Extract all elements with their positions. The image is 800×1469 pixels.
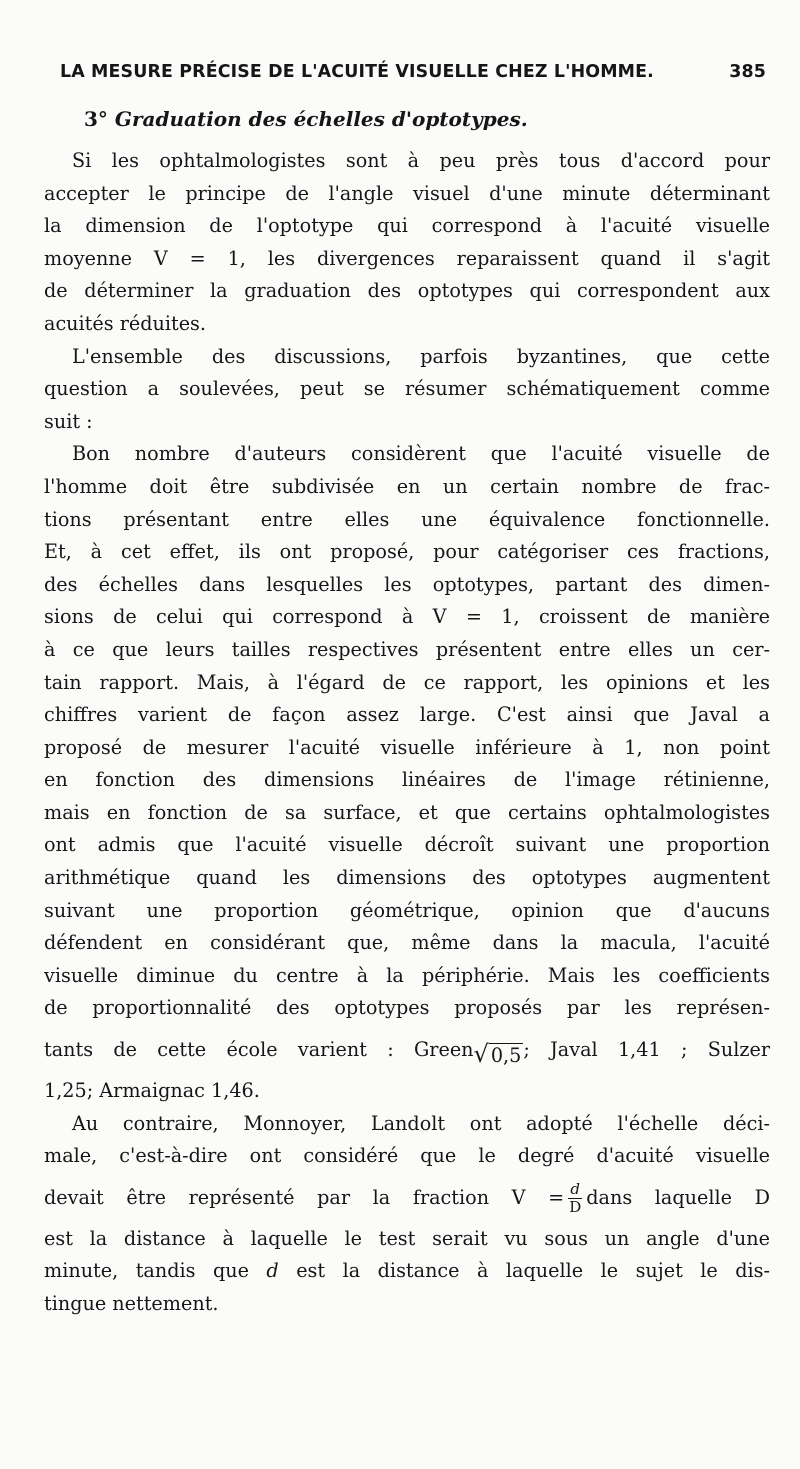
- text-line: moyenne V = 1, les divergences reparaissent quand il s'agit: [44, 246, 770, 270]
- text-line: Bon nombre d'auteurs considèrent que l'acuité visuelle de: [72, 442, 770, 466]
- text-line: L'ensemble des discussions, parfois byzantines, que cette: [72, 344, 770, 368]
- radicand: 0,5: [490, 1044, 522, 1068]
- section-number: 3°: [84, 107, 108, 131]
- square-root: [474, 1029, 524, 1081]
- body-text: [44, 145, 770, 1321]
- running-title: LA MESURE PRÉCISE DE L'ACUITÉ VISUELLE CHEZ L'HOMME.: [60, 62, 654, 82]
- text-line: défendent en considérant que, même dans la macula, l'acuité: [44, 931, 770, 955]
- text-segment: tants de cette école varient : Green: [44, 1038, 474, 1062]
- text-line: mais en fonction de sa surface, et que certains ophtalmologistes: [44, 800, 770, 824]
- text-line: l'homme doit être subdivisée en un certain nombre de frac-: [44, 474, 770, 498]
- page-number: 385: [729, 62, 766, 82]
- text-line: Au contraire, Monnoyer, Landolt ont adopté l'échelle déci-: [72, 1111, 770, 1135]
- text-line-with-variable: [44, 1255, 770, 1288]
- text-line: male, c'est-à-dire ont considéré que le degré d'acuité visuelle: [44, 1144, 770, 1168]
- text-line-with-root: [44, 1025, 770, 1075]
- italic-variable: d: [266, 1259, 279, 1283]
- section-heading: [84, 107, 528, 131]
- text-segment: minute, tandis que: [44, 1259, 249, 1283]
- text-line: sions de celui qui correspond à V = 1, croissent de manière: [44, 605, 770, 629]
- text-line: à ce que leurs tailles respectives présentent entre elles un cer-: [44, 637, 770, 661]
- text-line: question a soulevées, peut se résumer schématiquement comme: [44, 377, 770, 401]
- text-line: de proportionnalité des optotypes proposés par les représen-: [44, 996, 770, 1020]
- text-line: suit :: [44, 409, 93, 433]
- text-line: visuelle diminue du centre à la périphérie. Mais les coefficients: [44, 963, 770, 987]
- text-line: tain rapport. Mais, à l'égard de ce rapport, les opinions et les: [44, 670, 770, 694]
- text-segment: devait être représenté par la fraction V =: [44, 1185, 565, 1209]
- running-header: [60, 62, 766, 82]
- radical-sign: √: [473, 1040, 489, 1069]
- text-segment: est la distance à laquelle le sujet le dis-: [296, 1259, 770, 1283]
- text-line: tions présentant entre elles une équivalence fonctionnelle.: [44, 507, 770, 531]
- text-line: Et, à cet effet, ils ont proposé, pour catégoriser ces fractions,: [44, 540, 770, 564]
- text-line: acuités réduites.: [44, 311, 207, 335]
- fraction-denominator: D: [569, 1198, 582, 1217]
- text-line: tingue nettement.: [44, 1292, 219, 1315]
- text-segment: dans laquelle D: [586, 1185, 770, 1209]
- fraction-numerator: d: [570, 1180, 581, 1199]
- text-line: arithmétique quand les dimensions des optotypes augmentent: [44, 866, 770, 890]
- text-line: de déterminer la graduation des optotypes qui correspondent aux: [44, 279, 770, 303]
- text-line: chiffres varient de façon assez large. C'est ainsi que Javal a: [44, 703, 770, 727]
- text-line: des échelles dans lesquelles les optotypes, partant des dimen-: [44, 572, 770, 596]
- text-line: proposé de mesurer l'acuité visuelle inférieure à 1, non point: [44, 735, 770, 759]
- text-line: 1,25; Armaignac 1,46.: [44, 1079, 260, 1103]
- text-segment: ; Javal 1,41 ; Sulzer: [523, 1038, 770, 1062]
- text-line: accepter le principe de l'angle visuel d'une minute déterminant: [44, 181, 770, 205]
- text-line-with-fraction: [44, 1173, 770, 1223]
- text-line: Si les ophtalmologistes sont à peu près tous d'accord pour: [72, 149, 770, 172]
- text-line: suivant une proportion géométrique, opinion que d'aucuns: [44, 898, 770, 922]
- text-line: est la distance à laquelle le test serait vu sous un angle d'une: [44, 1226, 770, 1250]
- text-line: en fonction des dimensions linéaires de l'image rétinienne,: [44, 768, 770, 792]
- fraction: [567, 1181, 583, 1216]
- section-title: Graduation des échelles d'optotypes.: [114, 107, 528, 131]
- text-line: la dimension de l'optotype qui correspond à l'acuité visuelle: [44, 214, 770, 238]
- text-line: ont admis que l'acuité visuelle décroît suivant une proportion: [44, 833, 770, 857]
